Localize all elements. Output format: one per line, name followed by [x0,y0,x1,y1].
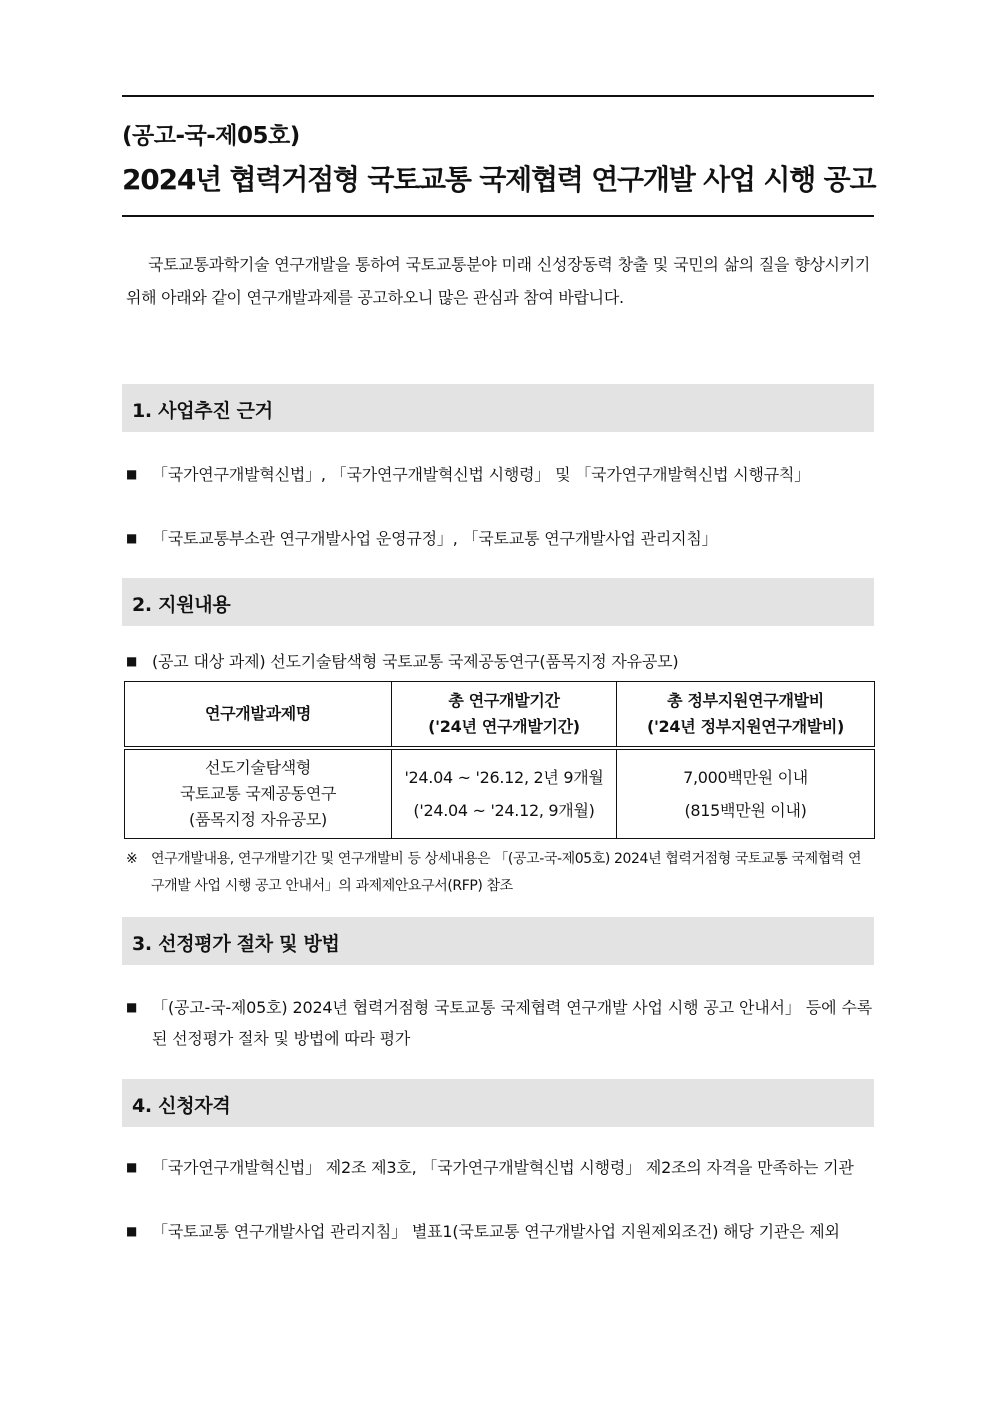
cell-period [392,748,617,839]
cell-line: 7,000백만원 이내 [683,768,808,787]
section-heading-3 [122,917,874,965]
section-heading-label: 1. 사업추진 근거 [132,400,273,422]
support-table [124,681,875,839]
section-heading-label: 4. 신청자격 [132,1095,231,1117]
section-heading-label: 2. 지원내용 [132,594,231,616]
table-row [125,748,875,839]
bullet-square-icon: ■ [126,1000,138,1014]
section-heading-4 [122,1079,874,1127]
bullet-square-icon: ■ [126,1160,138,1174]
header-line: 총 연구개발기간 [448,691,560,710]
notice-number: (공고-국-제05호) [122,123,300,149]
cell-budget [617,748,875,839]
table-header-row [125,682,875,749]
header-line: ('24년 정부지원연구개발비) [646,717,845,736]
header-line: 총 정부지원연구개발비 [667,691,824,710]
list-item [126,992,872,1054]
cell-line: ('24.04 ~ '24.12, 9개월) [413,801,595,820]
list-item [126,459,872,490]
bullet-square-icon: ■ [126,467,138,481]
column-header-project-name [125,682,392,749]
title-bottom-rule [122,215,874,217]
note-text: 연구개발내용, 연구개발기간 및 연구개발비 등 상세내용은 「(공고-국-제05호) 2024년 협력거점형 국토교통 국제협력 연구개발 사업 시행 공고 안내서」의 과제제안요구서(RFP) 참조 [151,851,862,894]
section-heading-label: 3. 선정평가 절차 및 방법 [132,933,340,955]
cell-line: '24.04 ~ '26.12, 2년 9개월 [404,768,604,787]
list-item [126,646,872,677]
intro-paragraph: 국토교통과학기술 연구개발을 통하여 국토교통분야 미래 신성장동력 창출 및 국민의 삶의 질을 향상시키기 위해 아래와 같이 연구개발과제를 공고하오니 많은 관심과 참여 바랍니다. [126,255,870,307]
header-line: ('24년 연구개발기간) [428,717,580,736]
cell-line: 국토교통 국제공동연구 [179,784,337,803]
list-item-text: 「국토교통부소관 연구개발사업 운영규정」, 「국토교통 연구개발사업 관리지침」 [152,529,718,548]
list-item-text: 「(공고-국-제05호) 2024년 협력거점형 국토교통 국제협력 연구개발 사업 시행 공고 안내서」 등에 수록된 선정평가 절차 및 방법에 따라 평가 [152,998,872,1048]
list-item-text: 「국가연구개발혁신법」 제2조 제3호, 「국가연구개발혁신법 시행령」 제2조의 자격을 만족하는 기관 [152,1158,854,1177]
section-heading-2 [122,578,874,626]
reference-note [126,846,872,900]
bullet-square-icon: ■ [126,531,138,545]
list-item [126,1152,872,1183]
column-header-period [392,682,617,749]
list-item [126,1216,872,1247]
list-item [126,523,872,554]
note-mark-icon: ※ [126,851,138,867]
list-item-text: (공고 대상 과제) 선도기술탐색형 국토교통 국제공동연구(품목지정 자유공모) [152,652,679,671]
list-item-text: 「국토교통 연구개발사업 관리지침」 별표1(국토교통 연구개발사업 지원제외조건) 해당 기관은 제외 [152,1222,840,1241]
cell-line: (815백만원 이내) [684,801,807,820]
header-line: 연구개발과제명 [204,704,312,723]
column-header-budget [617,682,875,749]
bullet-square-icon: ■ [126,1224,138,1238]
cell-project-name [125,748,392,839]
cell-line: 선도기술탐색형 [204,758,312,777]
cell-line: (품목지정 자유공모) [189,810,327,829]
section-heading-1 [122,384,874,432]
top-rule [122,95,874,97]
bullet-square-icon: ■ [126,654,138,668]
list-item-text: 「국가연구개발혁신법」, 「국가연구개발혁신법 시행령」 및 「국가연구개발혁신법 시행규칙」 [152,465,811,484]
page-title: 2024년 협력거점형 국토교통 국제협력 연구개발 사업 시행 공고 [122,163,876,196]
